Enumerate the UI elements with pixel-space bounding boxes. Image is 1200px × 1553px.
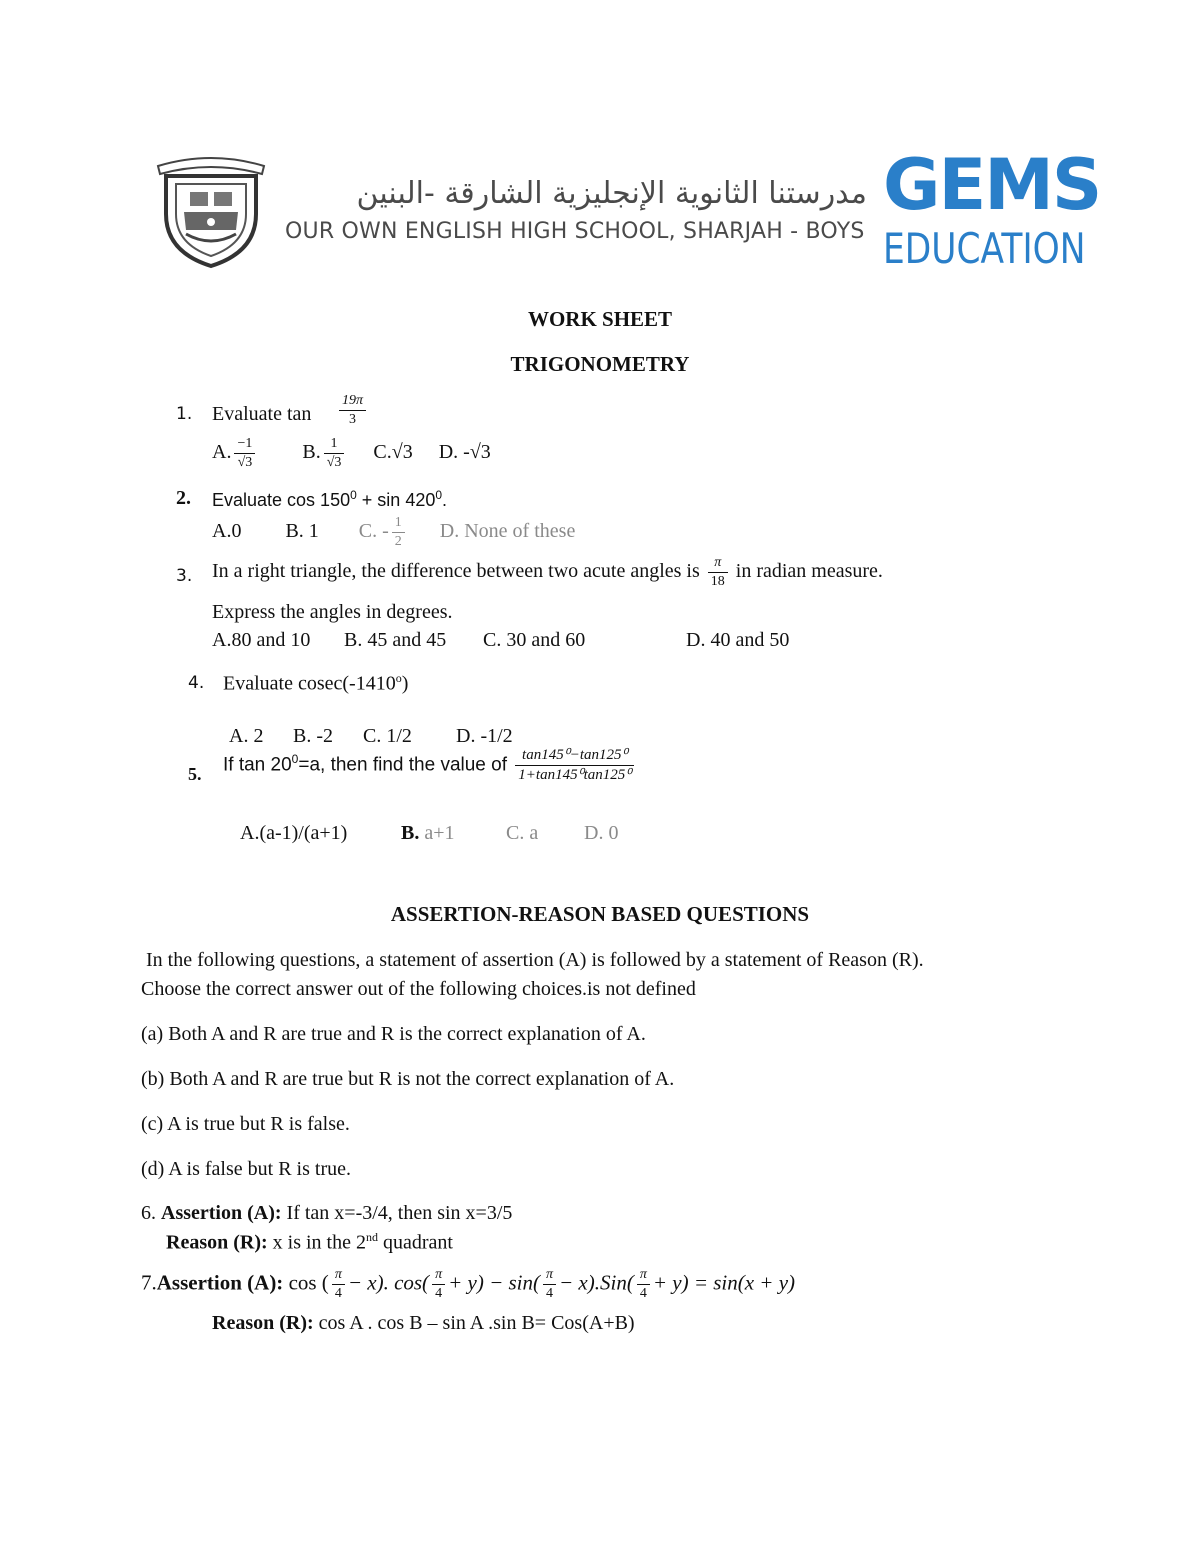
ar-intro-line2: Choose the correct answer out of the following choices.is not defined bbox=[141, 978, 696, 1000]
q3-text-line2: Express the angles in degrees. bbox=[212, 601, 453, 623]
q2-option-a: A.0 bbox=[212, 520, 242, 543]
q3-option-b: B. 45 and 45 bbox=[344, 629, 447, 651]
q5-option-d: D. 0 bbox=[584, 822, 619, 844]
q4-option-a: A. 2 bbox=[229, 725, 264, 747]
q3-number: 3. bbox=[176, 566, 193, 586]
ar-option-a: (a) Both A and R are true and R is the correct explanation of A. bbox=[141, 1023, 646, 1045]
q1-option-c: C.√3 bbox=[373, 441, 413, 464]
q4-text: Evaluate cosec(-1410$^o$) bbox=[223, 671, 409, 695]
ar-option-c: (c) A is true but R is false. bbox=[141, 1113, 350, 1135]
school-name-arabic: مدرستنا الثانوية الإنجليزية الشارقة -البنين bbox=[356, 176, 867, 211]
q1-option-d: D. -√3 bbox=[438, 441, 491, 464]
q1-fraction: $\frac{19\pi}{3}$ bbox=[336, 394, 369, 427]
q1-options bbox=[212, 437, 491, 470]
q5-text: If $\tan 20^0=a$, then find the value of $\frac{\text{tan145⁰−tan125⁰}}{\text{1+tan145⁰tan125⁰}}$ bbox=[223, 748, 637, 783]
q6-assertion: 6. Assertion (A): If tan x=-3/4, then sin x=3/5 bbox=[141, 1202, 513, 1224]
q5-option-c: C. a bbox=[506, 822, 539, 844]
education-logo-text: EDUCATION bbox=[883, 224, 1086, 273]
q3-text: In a right triangle, the difference between two acute angles is $\frac{\pi}{18}$ in radian measure. bbox=[212, 555, 883, 589]
q5-option-a: A.(a-1)/(a+1) bbox=[240, 822, 348, 844]
q2-number: 2. bbox=[176, 487, 191, 509]
q2-option-c: C. - $\frac{1}{2}$ bbox=[359, 520, 408, 542]
q1-text: Evaluate tan bbox=[212, 403, 312, 425]
ar-option-d: (d) A is false but R is true. bbox=[141, 1158, 351, 1180]
page-title: WORK SHEET bbox=[527, 307, 673, 331]
q5-number: 5. bbox=[188, 764, 202, 784]
page-subtitle: TRIGONOMETRY bbox=[510, 352, 690, 376]
q3-option-d: D. 40 and 50 bbox=[686, 629, 790, 651]
q7-assertion: 7.Assertion (A): cos ( $\frac{\pi}{4}$ − x). cos( $\frac{\pi}{4}$ + y) − sin( $\frac{\pi}{4}$ − x).Sin( $\frac{\pi}{4}$ + y) = sin(x + y) bbox=[141, 1267, 796, 1301]
q5-option-b: B. a+1 bbox=[401, 822, 455, 844]
q3-option-c: C. 30 and 60 bbox=[483, 629, 586, 651]
ar-intro-line1: In the following questions, a statement of assertion (A) is followed by a statement of Reason (R). bbox=[146, 949, 924, 971]
ar-option-b: (b) Both A and R are true but R is not the correct explanation of A. bbox=[141, 1068, 675, 1090]
q2-option-d: D. None of these bbox=[439, 520, 576, 543]
q4-option-c: C. 1/2 bbox=[363, 725, 412, 747]
q1-number: 1. bbox=[176, 404, 193, 424]
q4-option-d: D. -1/2 bbox=[456, 725, 513, 747]
assertion-reason-heading: ASSERTION-REASON BASED QUESTIONS bbox=[390, 902, 810, 926]
school-crest-logo bbox=[150, 152, 272, 270]
q4-option-b: B. -2 bbox=[293, 725, 333, 747]
q3-option-a: A.80 and 10 bbox=[212, 629, 311, 651]
gems-logo-text: GEMS bbox=[883, 144, 1101, 226]
q2-text: Evaluate $\cos 150^0 + \sin 420^0$. bbox=[212, 488, 448, 510]
q6-reason: Reason (R): x is in the 2nd quadrant bbox=[166, 1230, 453, 1254]
q7-reason: Reason (R): cos A . cos B – sin A .sin B= Cos(A+B) bbox=[212, 1312, 635, 1334]
q2-option-b: B. 1 bbox=[285, 520, 319, 543]
q1-option-b: B. $\frac{1}{√3}$ bbox=[302, 441, 347, 463]
school-name: OUR OWN ENGLISH HIGH SCHOOL, SHARJAH - BOYS bbox=[285, 219, 865, 244]
q2-options bbox=[212, 516, 575, 549]
q4-number: 4. bbox=[188, 673, 205, 693]
q1-option-a: A. $\frac{-1}{√3}$ bbox=[212, 441, 258, 463]
